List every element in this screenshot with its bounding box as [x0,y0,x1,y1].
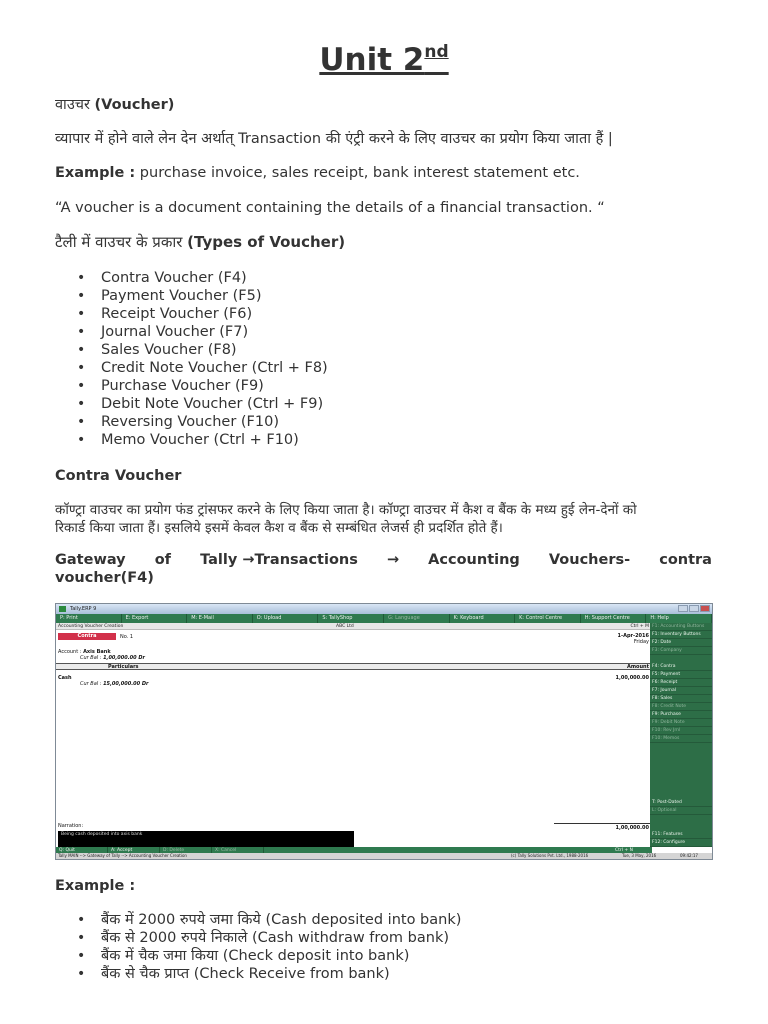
tally-side-button[interactable]: F8: Sales [650,695,712,703]
gateway-word: Accounting [428,552,520,568]
tally-side-button[interactable]: F4: Contra [650,663,712,671]
contra-heading: Contra Voucher [55,468,182,484]
tally-top-button[interactable]: E: Export [122,614,188,623]
account-label: Account : [58,649,82,655]
side-panel-gap [650,791,712,799]
total-line [554,823,650,824]
voucher-definition-post: की एंट्री करने के लिए वाउचर का प्रयोग किया जाता हैं | [325,131,613,147]
side-panel-gap [650,783,712,791]
list-item: • बैंक में चैक जमा किया (Check deposit into bank) [55,947,461,965]
list-item: • Sales Voucher (F8) [55,341,328,359]
tally-screenshot [55,603,713,860]
list-item: • Purchase Voucher (F9) [55,377,328,395]
examples-list [55,911,461,983]
entry-balance [80,681,148,687]
tally-side-button[interactable]: F3: Company [650,647,712,655]
voucher-no-label: No. [120,634,129,640]
voucher-header-right: Ctrl + M [630,624,649,629]
col-particulars: Particulars [108,664,139,670]
gateway-word: of [154,552,171,568]
tally-bottom-button[interactable]: D: Delete [160,847,212,855]
total-amount: 1,00,000.00 [615,825,649,831]
tally-top-button[interactable]: H: Help [646,614,712,623]
narration-field[interactable]: Being cash deposited into axis bank [58,831,354,853]
voucher-type-badge[interactable]: Contra [58,633,116,640]
tally-side-button[interactable]: F12: Configure [650,839,712,847]
tally-top-button[interactable]: S: TallyShop [318,614,384,623]
side-panel-gap [650,823,712,831]
list-item: • Reversing Voucher (F10) [55,413,328,431]
side-panel-gap [650,751,712,759]
types-heading [55,233,712,251]
status-path: Tally MAIN --> Gateway of Tally --> Accounting Voucher Creation [58,853,187,858]
example-line [55,164,712,182]
entry-amount[interactable]: 1,00,000.00 [615,675,649,681]
account-balance [80,655,145,661]
side-panel-gap [650,743,712,751]
tally-side-button[interactable]: F1: Inventory Buttons [650,631,712,639]
cur-bal-value: 15,00,000.00 Dr [103,681,149,687]
tally-side-button[interactable]: F11: Features [650,831,712,839]
example-text: purchase invoice, sales receipt, bank interest statement etc. [139,165,580,181]
gateway-word: contra [659,552,712,568]
tally-side-button-panel [650,623,712,847]
tally-side-button[interactable]: F6: Receipt [650,679,712,687]
tally-bottom-button[interactable]: A: Accept [108,847,160,855]
account-name[interactable]: Axis Bank [83,649,111,655]
side-panel-gap [650,775,712,783]
voucher-quote: “A voucher is a document containing the details of a financial transaction. “ [55,200,605,216]
title-superscript: nd [424,42,449,62]
list-item: • Contra Voucher (F4) [55,269,328,287]
example-label: Example : [55,165,136,181]
voucher-definition-term: Transaction [238,131,322,147]
tally-side-button[interactable]: F2: Date [650,639,712,647]
voucher-no-value: 1 [129,634,134,640]
contra-paragraph-line: कॉण्ट्रा वाउचर का प्रयोग फंड ट्रांसफर करने के लिए किया जाता है। कॉण्ट्रा वाउचर में कैश व बैंक के मध्य हुई लेन-देनों को [55,502,637,518]
col-amount: Amount [626,664,649,670]
tally-side-button[interactable]: F8: Credit Note [650,703,712,711]
window-controls [677,605,710,613]
side-panel-gap [650,767,712,775]
tally-voucher-header [56,623,652,630]
tally-bottom-button[interactable]: X: Cancel [212,847,264,855]
tally-status-bar [56,853,713,859]
tally-side-button[interactable]: F10: Rev Jrnl [650,727,712,735]
voucher-day: Friday [633,639,649,645]
tally-side-button[interactable]: F10: Memos [650,735,712,743]
tally-top-button[interactable]: H: Support Centre [581,614,647,623]
list-item: • Memo Voucher (Ctrl + F10) [55,431,328,449]
list-item: • Journal Voucher (F7) [55,323,328,341]
side-panel-gap [650,759,712,767]
voucher-heading [55,96,712,114]
list-item: • Receipt Voucher (F6) [55,305,328,323]
list-item: • Credit Note Voucher (Ctrl + F8) [55,359,328,377]
list-item: • बैंक में 2000 रुपये जमा किये (Cash deposited into bank) [55,911,461,929]
close-icon[interactable] [700,605,710,612]
cur-bal-label: Cur Bal : [80,655,102,661]
tally-top-button[interactable]: M: E-Mail [187,614,253,623]
side-panel-gap [650,655,712,663]
voucher-heading-english: (Voucher) [94,97,175,113]
status-date: Tue, 3 May, 2016 [622,853,657,858]
voucher-types-list [55,269,328,449]
gateway-word: → [386,552,400,568]
entry-ledger[interactable]: Cash [58,675,72,681]
page-title [0,42,768,78]
tally-bottom-shortcut: Ctrl + N [615,848,634,853]
narration-label: Narration: [58,823,84,829]
voucher-heading-hindi: वाउचर [55,97,90,113]
list-item: • बैंक से चैक प्राप्त (Check Receive from bank) [55,965,461,983]
tally-titlebar [56,604,712,614]
list-item: • Payment Voucher (F5) [55,287,328,305]
tally-top-button[interactable]: G: Language [384,614,450,623]
particulars-header [56,663,652,670]
side-panel-gap [650,815,712,823]
voucher-definition-pre: व्यापार में होने वाले लेन देन अर्थात् [55,131,234,147]
voucher-number [120,634,133,640]
gateway-word: Vouchers- [548,552,631,568]
status-time: 09:42:17 [680,853,698,858]
gateway-word: Tally →Transactions [200,552,358,568]
tally-top-button[interactable]: O: Upload [253,614,319,623]
gateway-path [55,551,712,587]
types-heading-english: (Types of Voucher) [187,233,346,251]
tally-window-title: Tally.ERP 9 [70,606,97,612]
gateway-path-line: voucher(F4) [55,570,154,586]
contra-paragraph-line: रिकार्ड किया जाता हैं। इसलिये इसमें केवल कैश व बैंक से सम्बंधित लेजर्स ही प्रदर्शित होते हैं। [55,520,503,536]
tally-side-button[interactable]: F1: Accounting Buttons [650,623,712,631]
gateway-word: Gateway [55,552,126,568]
tally-top-button[interactable]: K: Keyboard [450,614,516,623]
status-copyright: (c) Tally Solutions Pvt. Ltd., 1988-2016 [511,853,589,858]
minimize-icon[interactable] [678,605,688,612]
example-heading: Example : [55,878,136,894]
title-main: Unit 2 [319,42,425,78]
types-heading-hindi: टैली में वाउचर के प्रकार [55,233,183,251]
voucher-definition [55,130,712,148]
tally-app-icon [59,606,66,612]
tally-top-button[interactable]: P: Print [56,614,122,623]
cur-bal-label: Cur Bal : [80,681,102,687]
voucher-header-left: Accounting Voucher Creation [58,624,124,629]
tally-top-button[interactable]: K: Control Centre [515,614,581,623]
tally-side-button[interactable]: F5: Payment [650,671,712,679]
list-item: • Debit Note Voucher (Ctrl + F9) [55,395,328,413]
tally-voucher-area [56,623,652,847]
contra-paragraph [55,501,712,537]
tally-side-button[interactable]: F9: Debit Note [650,719,712,727]
tally-side-button[interactable]: F9: Purchase [650,711,712,719]
maximize-icon[interactable] [689,605,699,612]
voucher-date[interactable]: 1-Apr-2016 [617,633,649,639]
tally-bottom-button[interactable]: Q: Quit [56,847,108,855]
tally-side-button[interactable]: F7: Journal [650,687,712,695]
cur-bal-value: 1,00,000.00 Dr [103,655,145,661]
gateway-path-line [55,551,712,569]
company-name: ABC Ltd [336,624,354,629]
tally-top-button-bar [56,614,712,623]
tally-side-button[interactable]: T: Post-Dated [650,799,712,807]
tally-side-button[interactable]: L: Optional [650,807,712,815]
list-item: • बैंक से 2000 रुपये निकाले (Cash withdraw from bank) [55,929,461,947]
